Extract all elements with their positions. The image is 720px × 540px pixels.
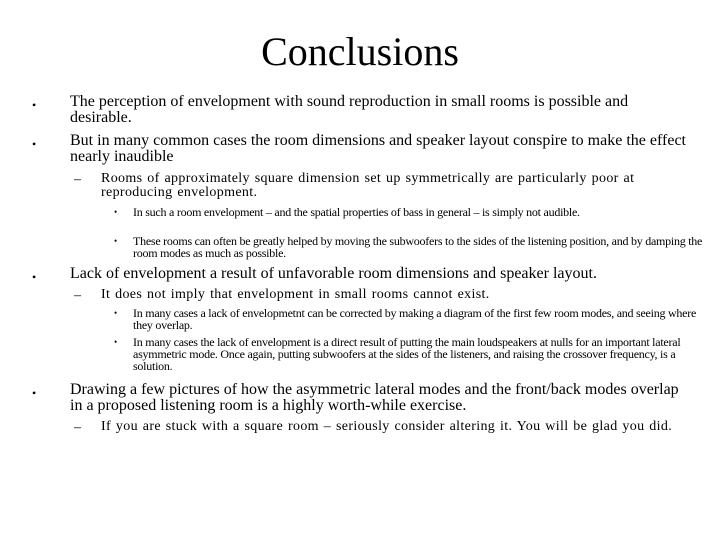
bullet-dot-icon: •	[114, 308, 118, 318]
bullet-item-level3	[114, 307, 704, 331]
dash-bullet-icon: –	[74, 288, 81, 303]
bullet-item-level1	[32, 133, 692, 165]
bullet-item-level3	[114, 336, 704, 372]
bullet-item-level1	[32, 94, 692, 126]
bullet-item-level3	[114, 235, 704, 259]
bullet-dot-icon: •	[32, 386, 37, 400]
bullet-text: These rooms can often be greatly helped by moving the subwoofers to the sides of the listening position, and by damping the room modes as much as possible.	[133, 234, 703, 260]
bullet-dot-icon: •	[32, 98, 37, 112]
bullet-text: In many cases a lack of envelopmetnt can be corrected by making a diagram of the first few room modes, and seeing where they overlap.	[133, 306, 697, 332]
bullet-item-level2	[74, 172, 704, 200]
slide-title: Conclusions	[261, 29, 459, 74]
bullet-text: If you are stuck with a square room – seriously consider altering it. You will be glad you did.	[101, 419, 673, 434]
dash-bullet-icon: –	[74, 172, 81, 187]
bullet-dot-icon: •	[114, 337, 118, 347]
bullet-dot-icon: •	[114, 236, 118, 246]
dash-bullet-icon: –	[74, 420, 81, 435]
bullet-text: Rooms of approximately square dimension set up symmetrically are particularly poor at reproducing envelopment.	[101, 171, 635, 200]
bullet-dot-icon: •	[32, 270, 37, 284]
bullet-text: The perception of envelopment with sound reproduction in small rooms is possible and desirable.	[70, 93, 629, 126]
bullet-text: In such a room envelopment – and the spatial properties of bass in general – is simply not audible.	[133, 205, 580, 219]
bullet-text: It does not imply that envelopment in small rooms cannot exist.	[101, 287, 490, 302]
bullet-item-level1	[32, 266, 692, 282]
bullet-item-level2	[74, 420, 704, 434]
bullet-text: In many cases the lack of envelopment is a direct result of putting the main loudspeakers at nulls for an important lateral asymmetric mode. Once again, putting subwoofers at the sides of the listeners, and raising the crossover frequency, is a solution.	[133, 335, 681, 373]
bullet-item-level2	[74, 288, 704, 302]
bullet-item-level1	[32, 382, 692, 414]
bullet-item-level3	[114, 206, 704, 218]
bullet-text: Drawing a few pictures of how the asymmetric lateral modes and the front/back modes overlap in a proposed listening room is a highly worth-while exercise.	[70, 381, 679, 414]
bullet-text: Lack of envelopment a result of unfavorable room dimensions and speaker layout.	[70, 265, 597, 282]
bullet-text: But in many common cases the room dimensions and speaker layout conspire to make the effect nearly inaudible	[70, 132, 686, 165]
bullet-dot-icon: •	[32, 137, 37, 151]
bullet-dot-icon: •	[114, 207, 118, 217]
